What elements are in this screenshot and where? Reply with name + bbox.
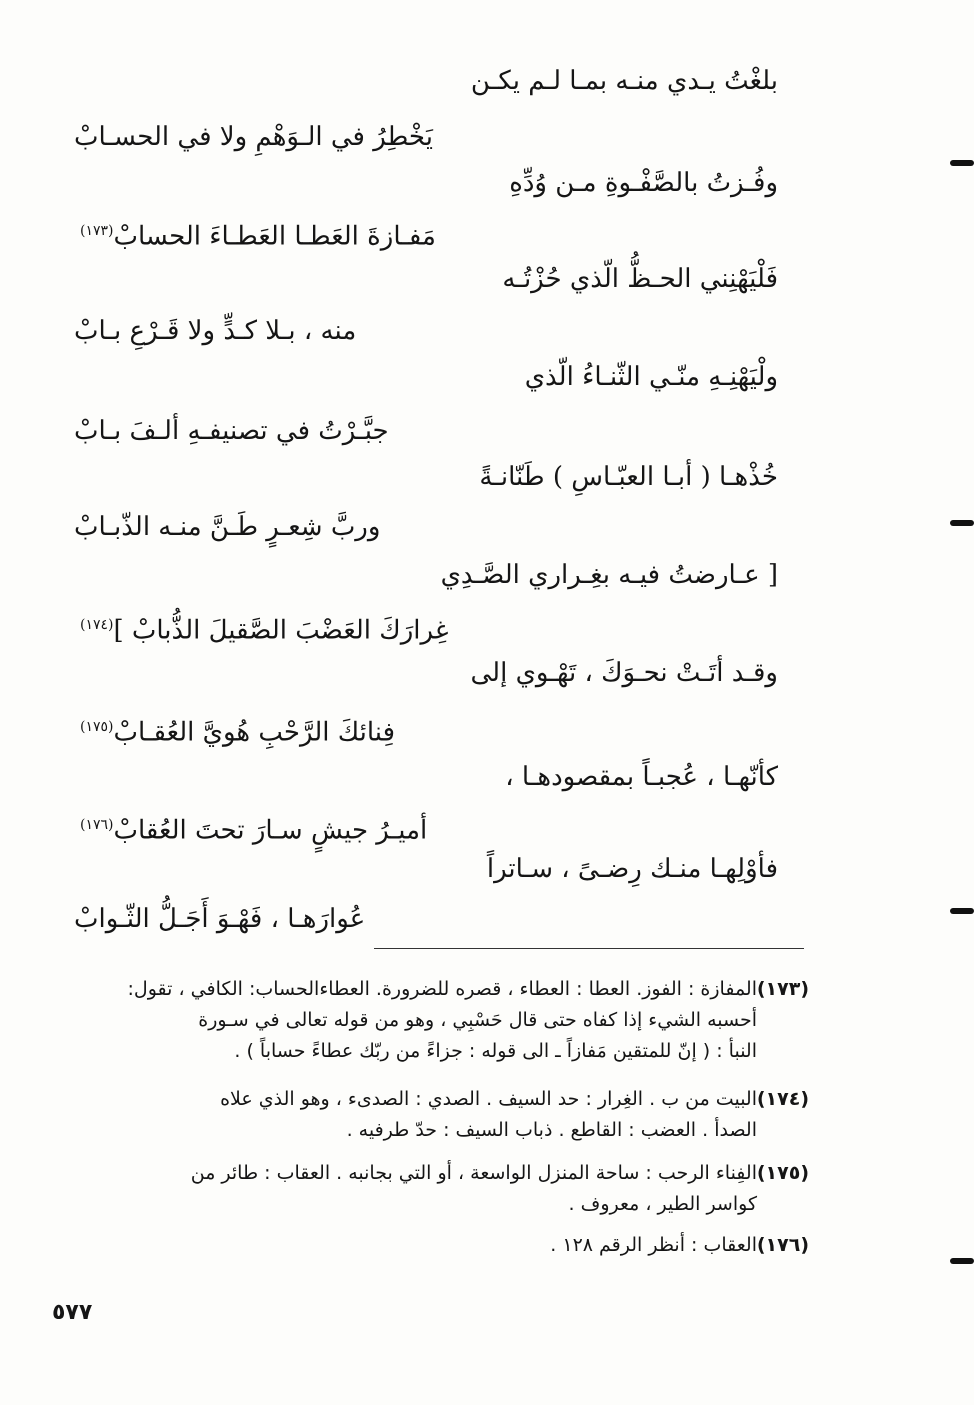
verse-7-second-hemistich — [74, 710, 814, 748]
footnote-line: أحسبه الشيء إذا كفاه حتى قال حَسْبِي ، وهو من قوله تعالى في سـورة — [198, 1009, 757, 1031]
footnote-ref-174: (١٧٤) — [80, 617, 114, 633]
footnote-number: (١٧٦) — [756, 1234, 809, 1256]
verse-9-second-hemistich: عُوارَهـا ، فَهْـوَ أَجَـلُّ الثّـوابْ — [74, 904, 366, 934]
footnote-ref-173: (١٧٣) — [80, 223, 114, 239]
verse-8-second-hemistich — [74, 808, 814, 846]
page-number: ٥٧٧ — [52, 1300, 93, 1325]
footnote-line: النبأ : ( إنّ للمتقين مَفازاً ـ الى قوله : جزاءً من ربّك عطاءً حساباً ) . — [234, 1040, 757, 1062]
verse-6-second-text: غِرارَكَ العَضْبَ الصَّقيلَ الذُّبابْ ] — [113, 615, 449, 646]
footnote-176 — [54, 1230, 809, 1261]
footnote-line: كواسر الطير ، معروف . — [568, 1193, 757, 1215]
verse-8-first-hemistich: كأنّهـا ، عُجبـاً بمقصودهـا ، — [505, 762, 778, 792]
verse-4-second-hemistich: جبَّـرْتُ في تصنيفـهِ ألـفَ بـابْ — [74, 416, 389, 446]
verse-2-first-hemistich: وفُـزتُ بالصَّفْـوةِ مـن وُدِّهِ — [509, 168, 778, 198]
verse-7-second-text: فِنائكَ الرَّحْبِ هُويَّ العُقـابْ — [113, 717, 396, 748]
verse-3-first-hemistich: فَلْيَهْنِني الحـظُّ الّذي حُزْتُـه — [502, 264, 778, 294]
verse-8-second-text: أميـرُ جيشٍ سـارَ تحتَ العُقابْ — [113, 815, 428, 846]
verse-5-first-hemistich: خُذْهـا ( أبـا العبّـاسِ ) طَنّانـةً — [479, 462, 778, 492]
verse-6-second-hemistich — [74, 608, 814, 646]
verse-2-second-text: مَفـازةَ العَطـا العَطـاءَ الحسابْ — [113, 221, 436, 252]
footnote-174 — [54, 1084, 809, 1146]
verse-3-second-hemistich: منه ، بـلا كـدٍّ ولا قَـرْعِ بـابْ — [74, 316, 357, 346]
footnote-line: البيت من ب . الغِرار : حد السيف . الصدي : الصدىء ، وهو الذي علاه — [220, 1088, 757, 1110]
footnote-ref-175: (١٧٥) — [80, 719, 114, 735]
verse-7-first-hemistich: وقـد أتَـتْ نحـوَكَ ، تَهْـوي إلى — [470, 658, 778, 688]
footnote-line: المفازة : الفوز. العطا : العطاء ، قصره للضرورة. العطاءالحساب: الكافي ، تقول: — [127, 978, 757, 1000]
scan-margin-mark — [950, 520, 974, 526]
footnote-number: (١٧٣) — [756, 978, 809, 1000]
scan-margin-mark — [950, 160, 974, 166]
verse-1-second-hemistich: يَخْطِرُ في الـوَهْمِ ولا في الحسـابْ — [74, 122, 433, 152]
footnote-175 — [54, 1158, 809, 1220]
scan-margin-mark — [950, 908, 974, 914]
scan-margin-mark — [950, 1258, 974, 1264]
footnote-separator — [374, 948, 804, 949]
verse-1-first-hemistich: بلغْتُ يـدي منـه بمـا لـم يكـن — [470, 66, 778, 96]
verse-6-first-hemistich: [ عـارضتُ فيـه بغِـراري الصَّـدِي — [440, 560, 778, 590]
verse-4-first-hemistich: ولْيَهْنِـهِ منّـي الثّنـاءُ الّذي — [524, 362, 778, 392]
verse-2-second-hemistich — [74, 214, 814, 252]
verse-5-second-hemistich: وربَّ شِعـرٍ طَـنَّ منـه الذّبـابْ — [74, 512, 381, 542]
footnote-line: الفِناء الرحب : ساحة المنزل الواسعة ، أو التي بجانبه . العقاب : طائر من — [190, 1162, 757, 1184]
footnote-number: (١٧٤) — [756, 1088, 809, 1110]
footnote-173 — [54, 974, 809, 1067]
footnote-ref-176: (١٧٦) — [80, 817, 114, 833]
verse-9-first-hemistich: فأوْلِهـا منـك رِضـىً ، سـاتراً — [486, 854, 778, 884]
footnote-line: العقاب : أنظر الرقم ١٢٨ . — [550, 1234, 757, 1256]
footnote-line: الصدأ . العضب : القاطع . ذباب السيف : حدّ طرفيه . — [346, 1119, 757, 1141]
footnote-number: (١٧٥) — [756, 1162, 809, 1184]
